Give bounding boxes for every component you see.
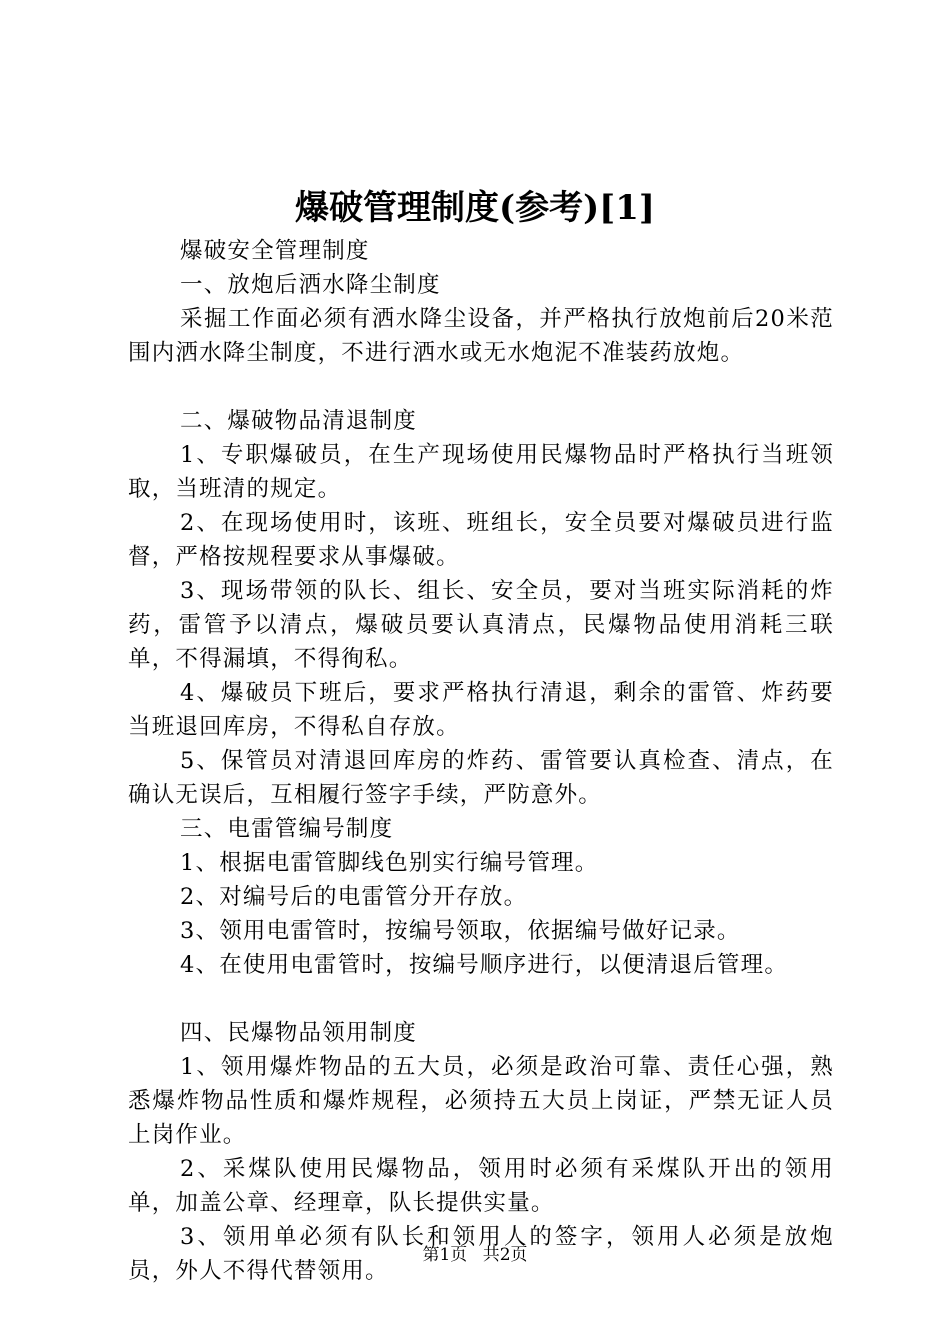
blank-line [128,370,834,404]
paragraph: 2、采煤队使用民爆物品，领用时必须有采煤队开出的领用单，加盖公章、经理章，队长提供实量。 [128,1156,834,1216]
paragraph: 5、保管员对清退回库房的炸药、雷管要认真检查、清点，在确认无误后，互相履行签字手续，严防意外。 [128,748,834,808]
section-heading: 爆破安全管理制度 [180,238,370,264]
paragraph: 1、专职爆破员，在生产现场使用民爆物品时严格执行当班领取，当班清的规定。 [128,442,834,502]
paragraph: 2、对编号后的电雷管分开存放。 [180,884,528,910]
paragraph: 3、领用单必须有队长和领用人的签字，领用人必须是放炮员，外人不得代替领用。 [128,1224,834,1284]
document-title: 爆破管理制度(参考)[1] [294,188,655,228]
page-number: 第1页 [422,1245,468,1265]
page-footer [0,1243,950,1267]
section-heading: 二、爆破物品清退制度 [180,408,418,434]
section-heading: 一、放炮后洒水降尘制度 [180,272,441,298]
paragraph: 1、领用爆炸物品的五大员，必须是政治可靠、责任心强，熟悉爆炸物品性质和爆炸规程，必须持五大员上岗证，严禁无证人员上岗作业。 [128,1054,834,1148]
paragraph: 采掘工作面必须有洒水降尘设备，并严格执行放炮前后20米范围内洒水降尘制度，不进行洒水或无水炮泥不准装药放炮。 [128,306,834,366]
paragraph: 4、爆破员下班后，要求严格执行清退，剩余的雷管、炸药要当班退回库房，不得私自存放。 [128,680,834,740]
blank-line [128,982,834,1016]
section-heading: 三、电雷管编号制度 [180,816,394,842]
paragraph: 4、在使用电雷管时，按编号顺序进行，以便清退后管理。 [180,952,789,978]
paragraph: 1、根据电雷管脚线色别实行编号管理。 [180,850,599,876]
document-body [128,234,834,1288]
section-heading: 四、民爆物品领用制度 [180,1020,418,1046]
paragraph: 2、在现场使用时，该班、班组长，安全员要对爆破员进行监督，严格按规程要求从事爆破。 [128,510,834,570]
page-total: 共2页 [482,1245,528,1265]
paragraph: 3、领用电雷管时，按编号领取，依据编号做好记录。 [180,918,741,944]
paragraph: 3、现场带领的队长、组长、安全员，要对当班实际消耗的炸药，雷管予以清点，爆破员要认真清点，民爆物品使用消耗三联单，不得漏填，不得徇私。 [128,578,834,672]
